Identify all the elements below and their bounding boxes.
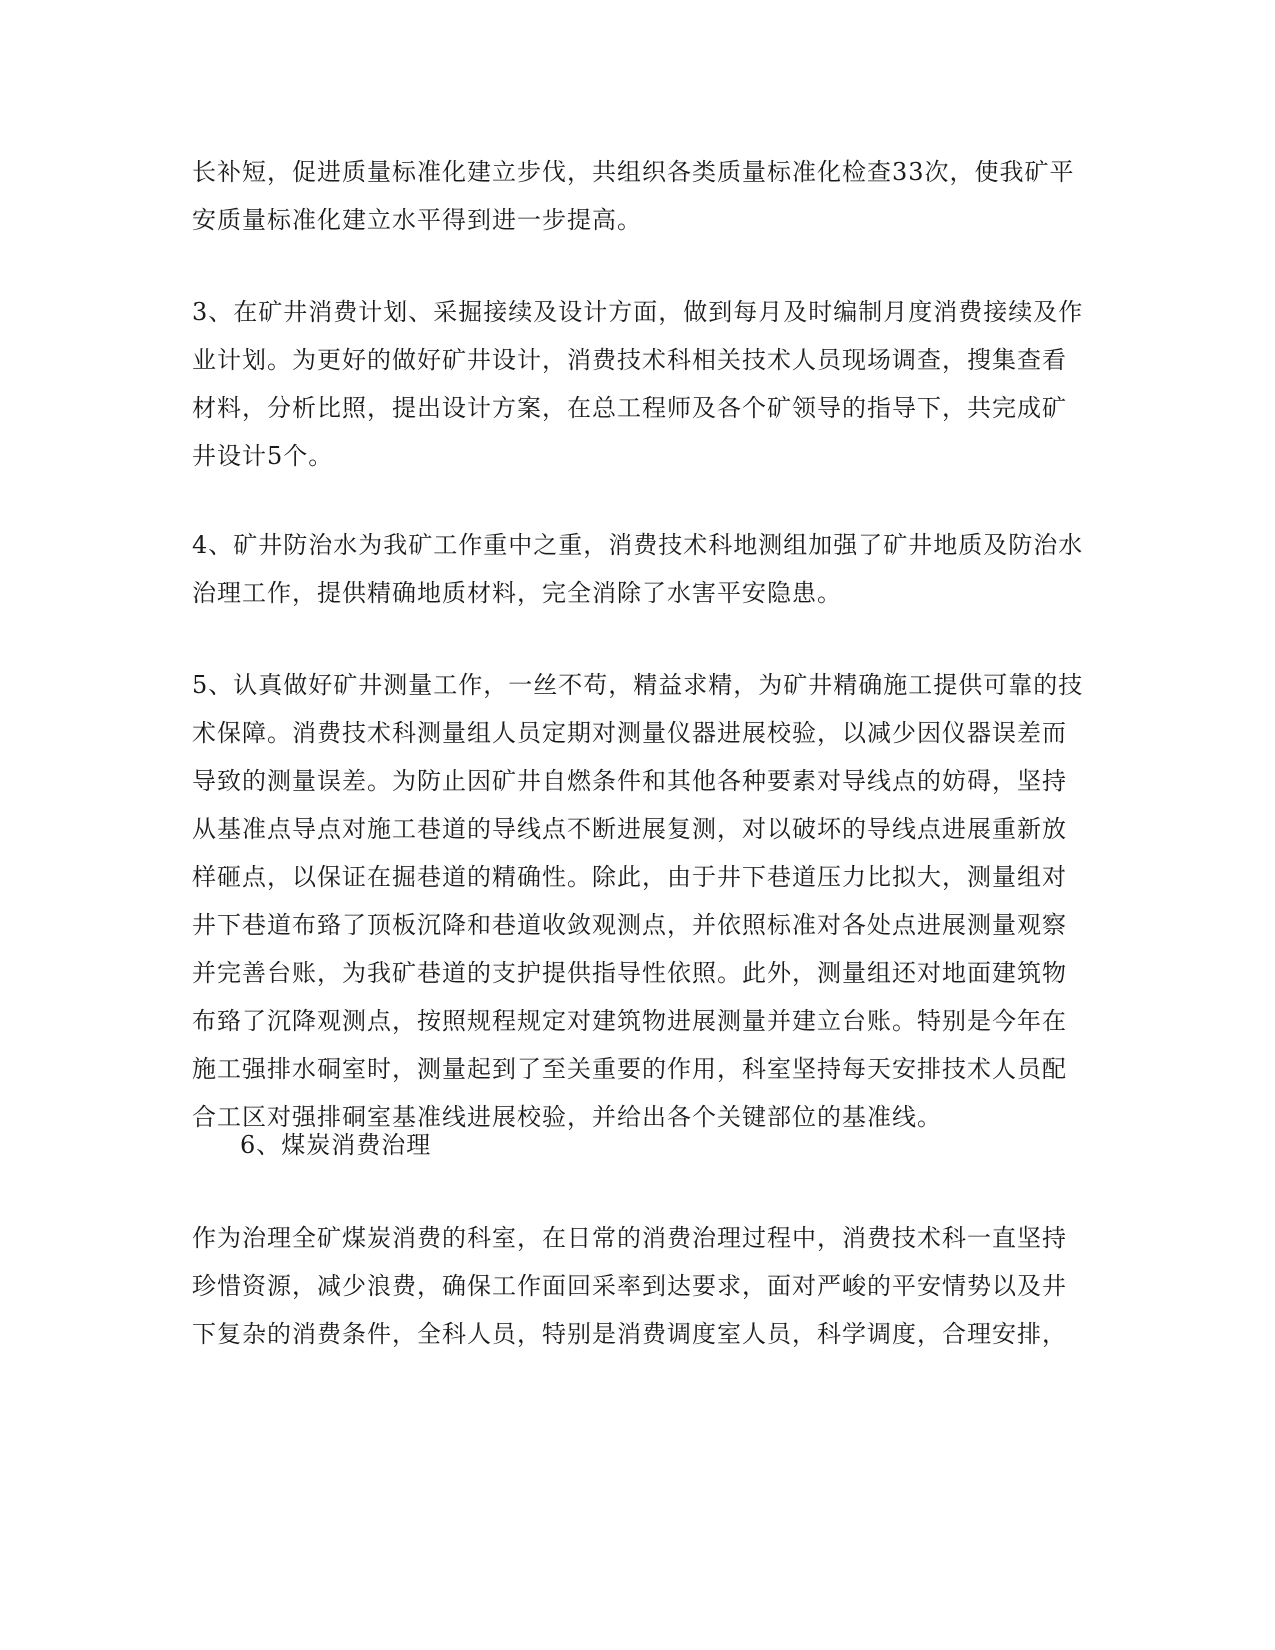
text-line: 业计划。为更好的做好矿井设计，消费技术科相关技术人员现场调查，搜集查看 [192, 346, 1067, 374]
text-line: 材料，分析比照，提出设计方案，在总工程师及各个矿领导的指导下，共完成矿 [192, 394, 1067, 422]
text-line: 治理工作，提供精确地质材料，完全消除了水害平安隐患。 [192, 579, 842, 607]
text-line: 从基准点导点对施工巷道的导线点不断进展复测，对以破坏的导线点进展重新放 [192, 815, 1067, 843]
paragraph-item-3 [192, 288, 1082, 480]
text-line: 4、矿井防治水为我矿工作重中之重，消费技术科地测组加强了矿井地质及防治水 [192, 531, 1084, 559]
text-line: 并完善台账，为我矿巷道的支护提供指导性依照。此外，测量组还对地面建筑物 [192, 959, 1067, 987]
text-line: 术保障。消费技术科测量组人员定期对测量仪器进展校验，以减少因仪器误差而 [192, 719, 1067, 747]
text-line: 施工强排水硐室时，测量起到了至关重要的作用，科室坚持每天安排技术人员配 [192, 1055, 1067, 1083]
text-line: 长补短，促进质量标准化建立步伐，共组织各类质量标准化检查33次，使我矿平 [192, 158, 1075, 186]
section-heading: 6、煤炭消费治理 [240, 1131, 432, 1159]
text-line: 样砸点，以保证在掘巷道的精确性。除此，由于井下巷道压力比拟大，测量组对 [192, 863, 1067, 891]
text-line: 下复杂的消费条件，全科人员，特别是消费调度室人员，科学调度，合理安排， [192, 1320, 1067, 1348]
section-heading-coal-production [192, 1121, 1082, 1169]
paragraph-item-5 [192, 661, 1082, 1141]
text-line: 井下巷道布臵了顶板沉降和巷道收敛观测点，并依照标准对各处点进展测量观察 [192, 911, 1067, 939]
text-line: 导致的测量误差。为防止因矿井自燃条件和其他各种要素对导线点的妨碍，坚持 [192, 767, 1067, 795]
text-line: 3、在矿井消费计划、采掘接续及设计方面，做到每月及时编制月度消费接续及作 [192, 298, 1084, 326]
paragraph-quality-standardization [192, 148, 1082, 244]
text-line: 5、认真做好矿井测量工作，一丝不苟，精益求精，为矿井精确施工提供可靠的技 [192, 671, 1084, 699]
text-line: 合工区对强排硐室基准线进展校验，并给出各个关键部位的基准线。 [192, 1103, 942, 1131]
paragraph-item-4 [192, 521, 1082, 617]
text-line: 布臵了沉降观测点，按照规程规定对建筑物进展测量并建立台账。特别是今年在 [192, 1007, 1067, 1035]
text-line: 作为治理全矿煤炭消费的科室，在日常的消费治理过程中，消费技术科一直坚持 [192, 1224, 1067, 1252]
text-line: 井设计5个。 [192, 442, 334, 470]
paragraph-coal-management [192, 1214, 1082, 1358]
text-line: 珍惜资源，减少浪费，确保工作面回采率到达要求，面对严峻的平安情势以及井 [192, 1272, 1067, 1300]
text-line: 安质量标准化建立水平得到进一步提高。 [192, 206, 642, 234]
